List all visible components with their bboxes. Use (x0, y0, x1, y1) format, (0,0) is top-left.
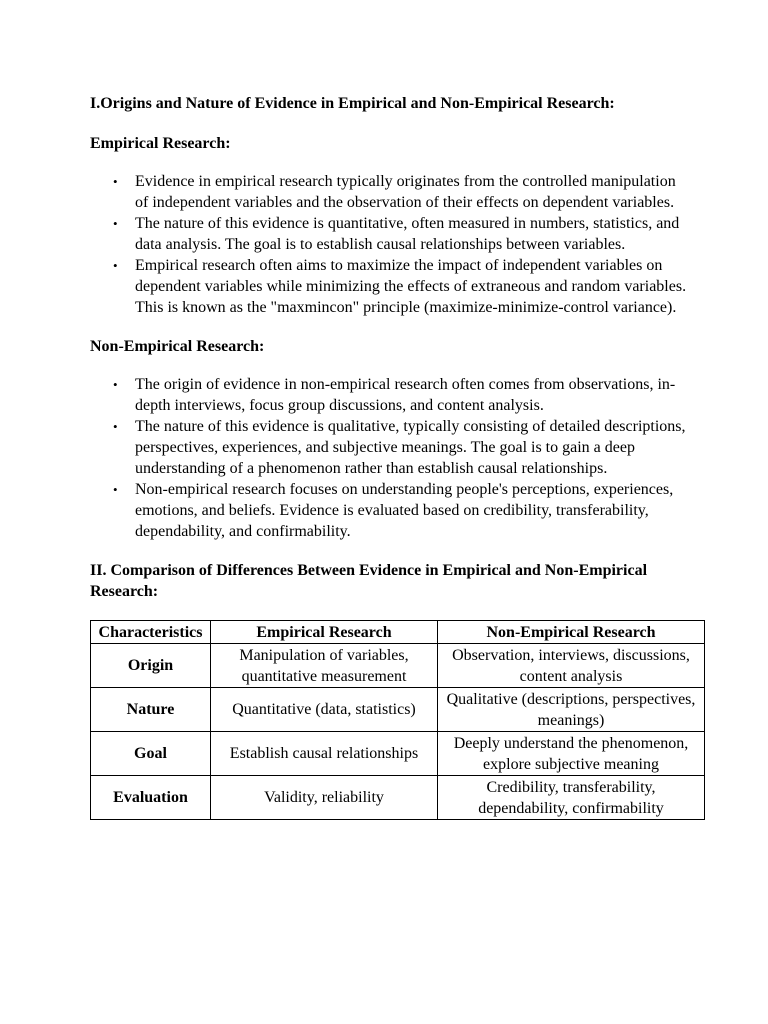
list-item: • Evidence in empirical research typically originates from the controlled manipulation of independent variables and the observation of their effects on dependent variables. (135, 171, 690, 213)
list-item: • The origin of evidence in non-empirical research often comes from observations, in-depth interviews, focus group discussions, and content analysis. (135, 374, 690, 416)
row-label-evaluation: Evaluation (91, 776, 211, 820)
table-row (91, 644, 705, 688)
section-1-title: I.Origins and Nature of Evidence in Empirical and Non-Empirical Research: (90, 95, 615, 112)
empirical-bullet-list (90, 171, 690, 318)
table-cell: Manipulation of variables, quantitative measurement (211, 644, 438, 688)
row-label-goal: Goal (91, 732, 211, 776)
table-row (91, 776, 705, 820)
document-content (90, 93, 696, 820)
table-cell: Quantitative (data, statistics) (211, 688, 438, 732)
comparison-table (90, 620, 705, 820)
table-cell: Credibility, transferability, dependability, confirmability (438, 776, 705, 820)
empirical-heading: Empirical Research: (90, 135, 231, 152)
table-row (91, 688, 705, 732)
row-label-origin: Origin (91, 644, 211, 688)
list-item: • The nature of this evidence is quantitative, often measured in numbers, statistics, and data analysis. The goal is to establish causal relationships between variables. (135, 213, 690, 255)
column-header-empirical: Empirical Research (211, 621, 438, 644)
non-empirical-bullet-list (90, 374, 690, 542)
table-row (91, 732, 705, 776)
column-header-characteristics: Characteristics (91, 621, 211, 644)
table-cell: Deeply understand the phenomenon, explore subjective meaning (438, 732, 705, 776)
table-cell: Observation, interviews, discussions, content analysis (438, 644, 705, 688)
row-label-nature: Nature (91, 688, 211, 732)
list-item: • Empirical research often aims to maximize the impact of independent variables on dependent variables while minimizing the effects of extraneous and random variables. This is known as the "maxmincon" principle (maximize-minimize-control variance). (135, 255, 690, 318)
table-cell: Establish causal relationships (211, 732, 438, 776)
list-item: • Non-empirical research focuses on understanding people's perceptions, experiences, emotions, and beliefs. Evidence is evaluated based on credibility, transferability, dependability, and confirmability. (135, 479, 690, 542)
list-item: • The nature of this evidence is qualitative, typically consisting of detailed descriptions, perspectives, experiences, and subjective meanings. The goal is to gain a deep understanding of a phenomenon rather than establish causal relationships. (135, 416, 690, 479)
table-cell: Validity, reliability (211, 776, 438, 820)
table-cell: Qualitative (descriptions, perspectives, meanings) (438, 688, 705, 732)
section-2-title: II. Comparison of Differences Between Evidence in Empirical and Non-Empirical Research: (90, 562, 648, 600)
non-empirical-heading: Non-Empirical Research: (90, 338, 265, 355)
column-header-non-empirical: Non-Empirical Research (438, 621, 705, 644)
table-header-row (91, 621, 705, 644)
